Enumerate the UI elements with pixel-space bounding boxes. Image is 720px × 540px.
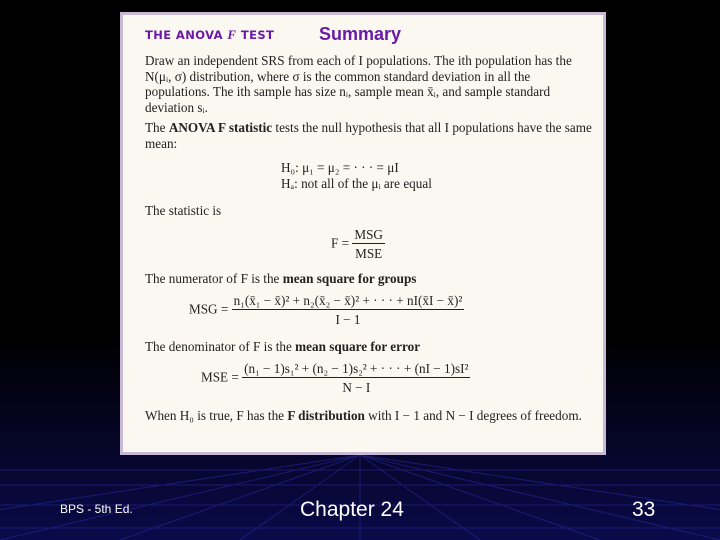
p6-post: with I − 1 and N − I degrees of freedom. bbox=[364, 408, 582, 423]
p5-bold: mean square for error bbox=[295, 339, 421, 354]
mse-numerator: (n₁ − 1)s₁² + (n₂ − 1)s₂² + · · · + (nI − 1)sI² bbox=[244, 361, 469, 376]
f-denominator: MSE bbox=[355, 246, 383, 261]
mse-fraction bbox=[242, 361, 470, 396]
p4-bold: mean square for groups bbox=[282, 271, 417, 286]
mse-denominator: N − I bbox=[342, 380, 371, 395]
p6-bold: F distribution bbox=[287, 408, 365, 423]
p2-bold: ANOVA F statistic bbox=[168, 120, 273, 135]
msg-fraction bbox=[232, 293, 465, 328]
footer-course: BPS - 5th Ed. bbox=[60, 502, 133, 516]
footer-page-number: 33 bbox=[632, 498, 656, 521]
box-title-prefix: THE ANOVA bbox=[145, 28, 223, 42]
paragraph-denominator bbox=[145, 339, 595, 355]
p6-pre: When H₀ is true, F has the bbox=[145, 408, 288, 423]
paragraph-null-hypothesis bbox=[145, 120, 595, 151]
box-title-f: F bbox=[227, 27, 237, 42]
hypothesis-h0: H₀: μ₁ = μ₂ = · · · = μI bbox=[281, 160, 399, 175]
msg-numerator: n₁(x̄₁ − x̄)² + n₂(x̄₂ − x̄)² + · · · + nI(x̄I − x̄)² bbox=[233, 293, 463, 308]
p2-pre: The bbox=[145, 120, 169, 135]
msg-denominator: I − 1 bbox=[335, 312, 361, 327]
equation-mse bbox=[201, 361, 470, 396]
paragraph-statistic: The statistic is bbox=[145, 203, 222, 218]
hypothesis-ha: Hₐ: not all of the μᵢ are equal bbox=[281, 176, 432, 191]
slide-title: Summary bbox=[318, 24, 402, 44]
f-fraction bbox=[352, 227, 385, 262]
msg-lhs: MSG = bbox=[189, 301, 229, 317]
p5-pre: The denominator of F is the bbox=[145, 339, 296, 354]
f-lhs: F = bbox=[331, 235, 350, 251]
paragraph-numerator bbox=[145, 271, 595, 287]
p4-pre: The numerator of F is the bbox=[145, 271, 283, 286]
f-numerator: MSG bbox=[354, 227, 383, 242]
anova-summary-box bbox=[120, 12, 606, 455]
equation-msg bbox=[189, 293, 464, 328]
mse-lhs: MSE = bbox=[201, 369, 239, 385]
p2-post: tests the null hypothesis that all I populations have the same mean: bbox=[145, 120, 592, 151]
footer-chapter: Chapter 24 bbox=[300, 498, 404, 521]
paragraph-f-distribution bbox=[145, 408, 595, 424]
box-title-suffix: TEST bbox=[240, 28, 275, 42]
paragraph-populations: Draw an independent SRS from each of I populations. The ith population has the N(μᵢ, σ) distribution, where σ is the common standard deviation in all the populations. The ith sample has size nᵢ, sample mean x̄ᵢ, and sample standard deviation sᵢ. bbox=[145, 53, 572, 115]
equation-f bbox=[331, 227, 385, 262]
